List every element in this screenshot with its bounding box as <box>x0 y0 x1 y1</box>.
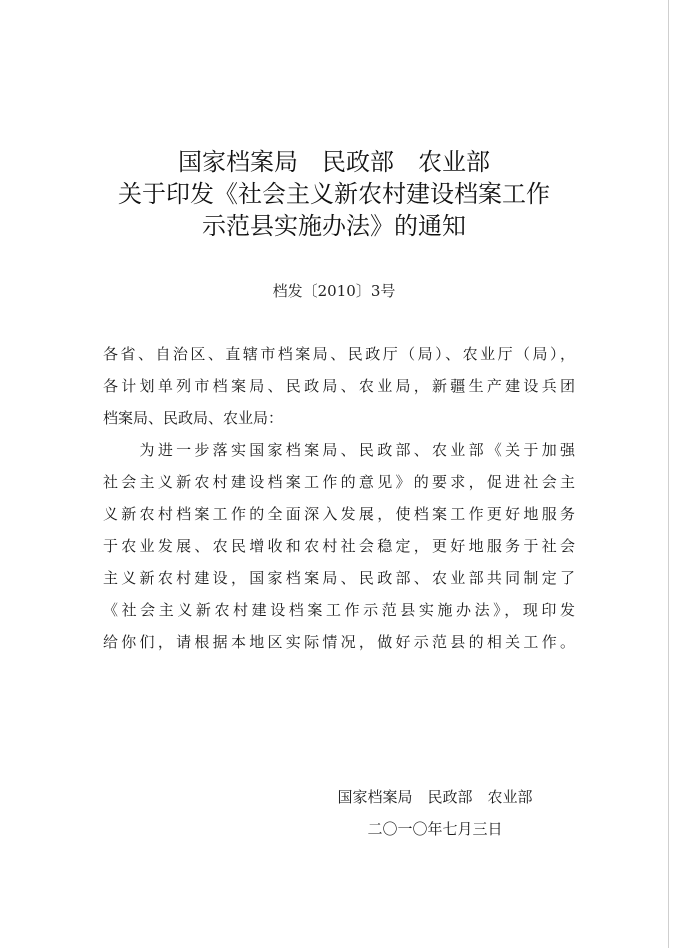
addressee-line: 各省、自治区、直辖市档案局、民政厅（局）、农业厅（局）， <box>103 345 575 363</box>
title-line-issuers: 国家档案局 民政部 农业部 <box>178 148 490 176</box>
signature-date: 二〇一〇年七月三日 <box>367 820 503 838</box>
body-line: 为进一步落实国家档案局、民政部、农业部《关于加强 <box>103 441 575 459</box>
body-line: 义新农村档案工作的全面深入发展，使档案工作更好地服务 <box>103 505 575 523</box>
document-number: 档发〔2010〕3号 <box>272 282 396 300</box>
addressee-line: 各计划单列市档案局、民政局、农业局，新疆生产建设兵团 <box>103 377 575 395</box>
page-edge-divider <box>668 0 669 948</box>
title-line-subject: 关于印发《社会主义新农村建设档案工作 <box>118 180 550 208</box>
addressee-line: 档案局、民政局、农业局： <box>103 409 284 427</box>
body-line: 主义新农村建设，国家档案局、民政部、农业部共同制定了 <box>103 569 575 587</box>
body-line: 于农业发展、农民增收和农村社会稳定，更好地服务于社会 <box>103 537 575 555</box>
body-line: 社会主义新农村建设档案工作的意见》的要求，促进社会主 <box>103 473 575 491</box>
body-line: 给你们，请根据本地区实际情况，做好示范县的相关工作。 <box>103 633 575 651</box>
signature-issuers: 国家档案局 民政部 农业部 <box>337 788 533 806</box>
title-line-subject-end: 示范县实施办法》的通知 <box>202 212 466 240</box>
body-line: 《社会主义新农村建设档案工作示范县实施办法》，现印发 <box>103 601 575 619</box>
